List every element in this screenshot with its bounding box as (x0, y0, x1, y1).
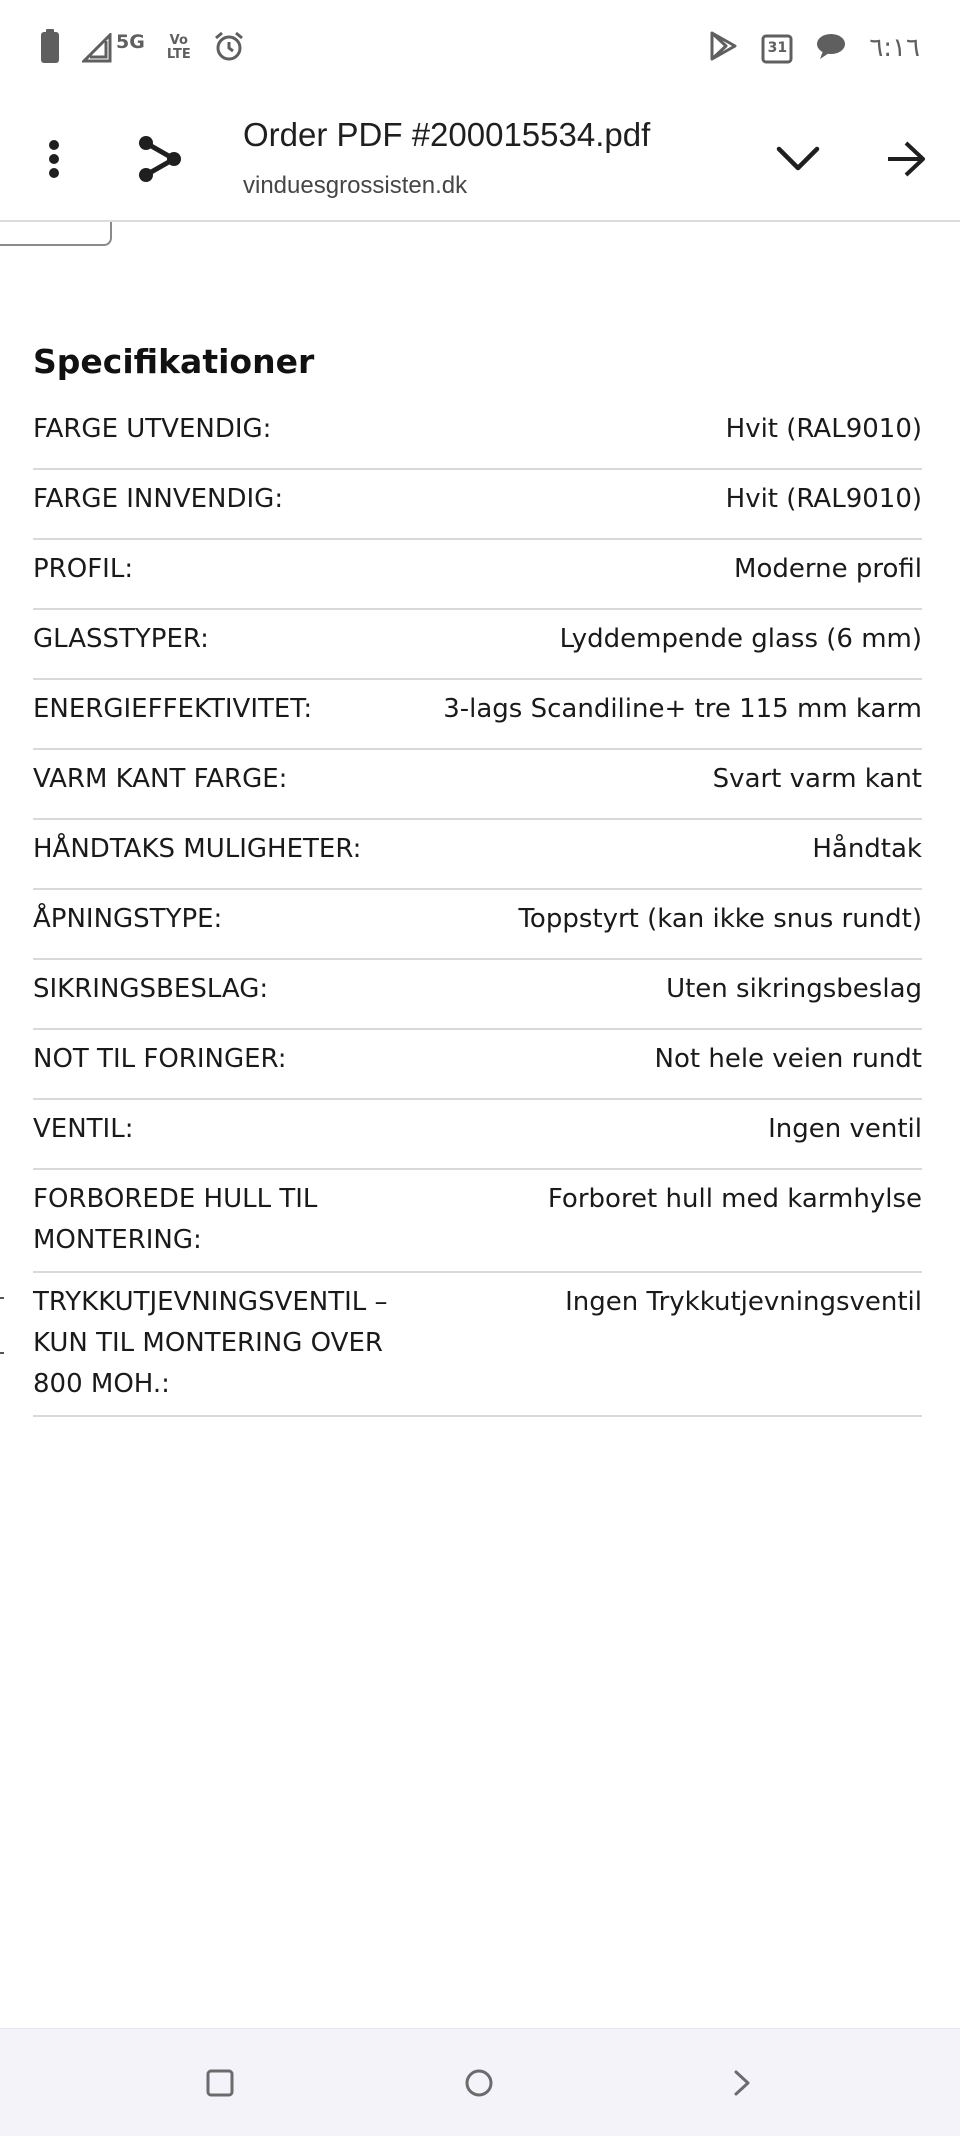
specifications-table (33, 400, 922, 1417)
clock: ٦:١٦ (869, 33, 920, 63)
calendar-icon (761, 32, 793, 64)
spec-row (33, 1273, 922, 1417)
spec-value: Forboret hull med karmhylse (547, 1184, 922, 1214)
chat-icon (815, 31, 847, 66)
spec-value: Hvit (RAL9010) (725, 484, 922, 514)
expand-button[interactable] (768, 129, 828, 189)
chevron-down-icon (776, 145, 820, 173)
spec-label: HÅNDTAKS MULIGHETER: (33, 834, 362, 864)
spec-row (33, 820, 922, 890)
spec-value: Lyddempende glass (6 mm) (559, 624, 922, 654)
signal-icon (82, 33, 145, 63)
battery-icon (40, 29, 60, 68)
spec-label: ÅPNINGSTYPE: (33, 904, 223, 934)
spec-label: FORBOREDE HULL TIL MONTERING: (33, 1184, 318, 1255)
share-icon (138, 135, 182, 183)
spec-row (33, 400, 922, 470)
spec-row (33, 960, 922, 1030)
spec-row (33, 680, 922, 750)
volte-icon (167, 34, 191, 62)
spec-row (33, 1100, 922, 1170)
status-bar (0, 0, 960, 96)
more-options-button[interactable] (30, 129, 78, 189)
clipped-element (0, 222, 112, 246)
document-source: vinduesgrossisten.dk (243, 172, 468, 199)
spec-row (33, 1170, 922, 1273)
spec-label: ENERGIEFFEKTIVITET: (33, 694, 313, 724)
edge-mark (0, 1297, 4, 1299)
spec-value: Uten sikringsbeslag (666, 974, 922, 1004)
alarm-icon (213, 30, 245, 67)
share-button[interactable] (130, 129, 190, 189)
back-button[interactable] (710, 2051, 774, 2115)
spec-row (33, 750, 922, 820)
network-type: 5G (116, 31, 145, 53)
spec-row (33, 890, 922, 960)
pdf-viewer-toolbar (0, 96, 960, 222)
spec-label: PROFIL: (33, 554, 134, 584)
status-left (40, 29, 245, 68)
home-button[interactable] (447, 2051, 511, 2115)
spec-label: VARM KANT FARGE: (33, 764, 288, 794)
arrow-forward-icon (886, 141, 926, 177)
spec-value: 3-lags Scandiline+ tre 115 mm karm (443, 694, 922, 724)
calendar-day: 31 (767, 40, 788, 56)
spec-row (33, 540, 922, 610)
home-icon (464, 2068, 494, 2098)
spec-label: VENTIL: (33, 1114, 134, 1144)
spec-row (33, 610, 922, 680)
spec-label: GLASSTYPER: (33, 624, 209, 654)
pdf-page[interactable] (0, 222, 960, 2028)
spec-value: Ingen Trykkutjevningsventil (565, 1287, 922, 1317)
recents-button[interactable] (188, 2051, 252, 2115)
recents-icon (206, 2069, 234, 2097)
spec-value: Toppstyrt (kan ikke snus rundt) (518, 904, 922, 934)
spec-label: TRYKKUTJEVNINGSVENTIL – KUN TIL MONTERING OVER 800 MOH.: (33, 1287, 388, 1399)
back-icon (732, 2069, 752, 2097)
navigation-bar (0, 2028, 960, 2136)
spec-value: Svart varm kant (712, 764, 922, 794)
volte-bottom: LTE (166, 47, 191, 62)
status-right (707, 30, 920, 67)
spec-row (33, 470, 922, 540)
play-store-icon (707, 30, 739, 67)
spec-value: Not hele veien rundt (654, 1044, 922, 1074)
edge-mark (0, 1352, 4, 1354)
spec-value: Moderne profil (734, 554, 922, 584)
volte-top: Vo (169, 33, 188, 48)
spec-label: SIKRINGSBESLAG: (33, 974, 269, 1004)
spec-label: NOT TIL FORINGER: (33, 1044, 287, 1074)
specifications-heading: Specifikationer (33, 342, 315, 381)
spec-value: Hvit (RAL9010) (725, 414, 922, 444)
spec-value: Håndtak (812, 834, 922, 864)
spec-value: Ingen ventil (768, 1114, 922, 1144)
document-title: Order PDF #200015534.pdf (243, 116, 651, 153)
spec-label: FARGE UTVENDIG: (33, 414, 272, 444)
spec-row (33, 1030, 922, 1100)
open-button[interactable] (876, 129, 936, 189)
more-vert-icon (48, 139, 60, 179)
spec-label: FARGE INNVENDIG: (33, 484, 284, 514)
